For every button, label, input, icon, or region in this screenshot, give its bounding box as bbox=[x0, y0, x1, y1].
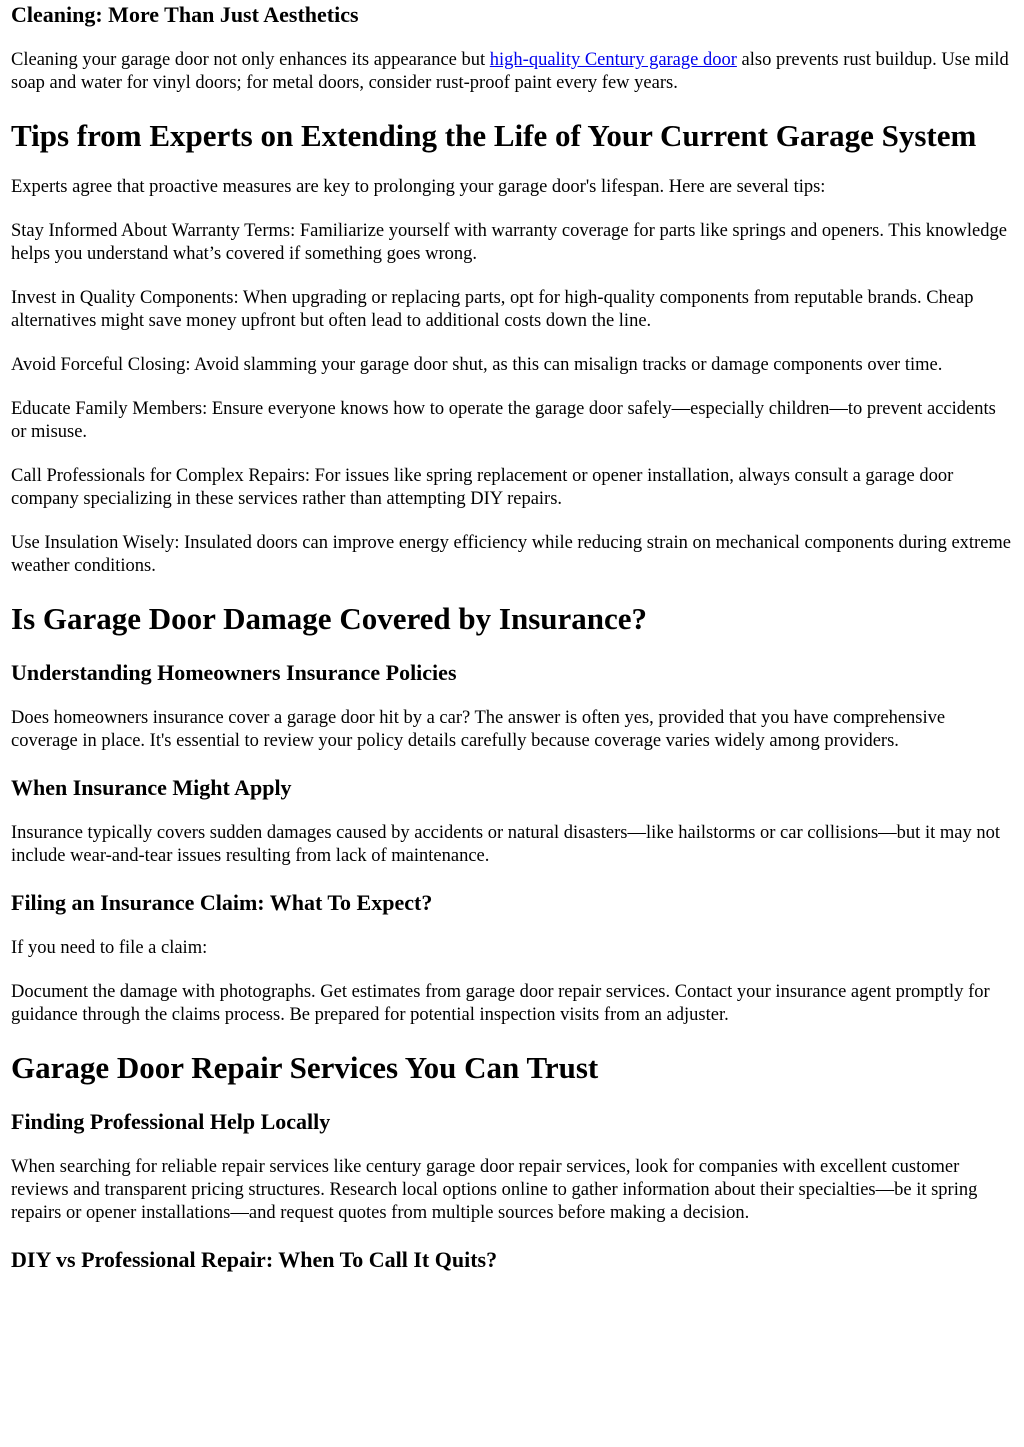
diy-heading: DIY vs Professional Repair: When To Call It Quits? bbox=[11, 1247, 498, 1272]
insurance-heading: Is Garage Door Damage Covered by Insurance? bbox=[11, 601, 648, 636]
tip-insulation: Use Insulation Wisely: Insulated doors can improve energy efficiency while reducing strain on mechanical components during extreme weather conditions. bbox=[11, 533, 1012, 576]
tips-intro: Experts agree that proactive measures are key to prolonging your garage door's lifespan. Here are several tips: bbox=[11, 177, 826, 197]
claim-heading: Filing an Insurance Claim: What To Expect? bbox=[11, 890, 433, 915]
claim-intro: If you need to file a claim: bbox=[11, 938, 208, 958]
local-help-paragraph: When searching for reliable repair services like century garage door repair services, look for companies with excellent customer reviews and transparent pricing structures. Research local options online to gather information about their specialties—be it spring repairs or opener installations—and request quotes from multiple sources before making a decision. bbox=[11, 1157, 978, 1223]
century-garage-door-link[interactable]: high-quality Century garage door bbox=[489, 50, 737, 70]
tip-quality-components: Invest in Quality Components: When upgrading or replacing parts, opt for high-quality components from reputable brands. Cheap alternatives might save money upfront but often lead to additional costs down the line. bbox=[11, 288, 974, 331]
claim-paragraph: Document the damage with photographs. Get estimates from garage door repair services. Contact your insurance agent promptly for guidance through the claims process. Be prepared for potential inspection visits from an adjuster. bbox=[11, 982, 990, 1025]
apply-paragraph: Insurance typically covers sudden damages caused by accidents or natural disasters—like hailstorms or car collisions—but it may not include wear-and-tear issues resulting from lack of maintenance. bbox=[11, 823, 1000, 866]
tip-avoid-forceful-closing: Avoid Forceful Closing: Avoid slamming your garage door shut, as this can misalign tracks or damage components over time. bbox=[11, 355, 943, 375]
tip-warranty: Stay Informed About Warranty Terms: Familiarize yourself with warranty coverage for parts like springs and openers. This knowledge helps you understand what’s covered if something goes wrong. bbox=[11, 221, 1007, 264]
cleaning-heading: Cleaning: More Than Just Aesthetics bbox=[11, 2, 359, 27]
cleaning-text-before: Cleaning your garage door not only enhances its appearance but bbox=[11, 50, 490, 70]
article-page bbox=[0, 1, 1024, 1274]
repair-heading: Garage Door Repair Services You Can Trust bbox=[11, 1050, 599, 1085]
tip-educate-family: Educate Family Members: Ensure everyone knows how to operate the garage door safely—especially children—to prevent accidents or misuse. bbox=[11, 399, 996, 442]
cleaning-text-after: also prevents rust buildup. Use mild soap and water for vinyl doors; for metal doors, consider rust-proof paint every few years. bbox=[11, 50, 1009, 93]
cleaning-paragraph bbox=[11, 49, 1013, 95]
tip-call-professionals: Call Professionals for Complex Repairs: For issues like spring replacement or opener installation, always consult a garage door company specializing in these services rather than attempting DIY repairs. bbox=[11, 466, 954, 509]
local-help-heading: Finding Professional Help Locally bbox=[11, 1109, 331, 1134]
policies-heading: Understanding Homeowners Insurance Policies bbox=[11, 660, 457, 685]
policies-paragraph: Does homeowners insurance cover a garage door hit by a car? The answer is often yes, provided that you have comprehensive coverage in place. It's essential to review your policy details carefully because coverage varies widely among providers. bbox=[11, 708, 946, 751]
tips-heading: Tips from Experts on Extending the Life of Your Current Garage System bbox=[11, 118, 977, 153]
apply-heading: When Insurance Might Apply bbox=[11, 775, 292, 800]
